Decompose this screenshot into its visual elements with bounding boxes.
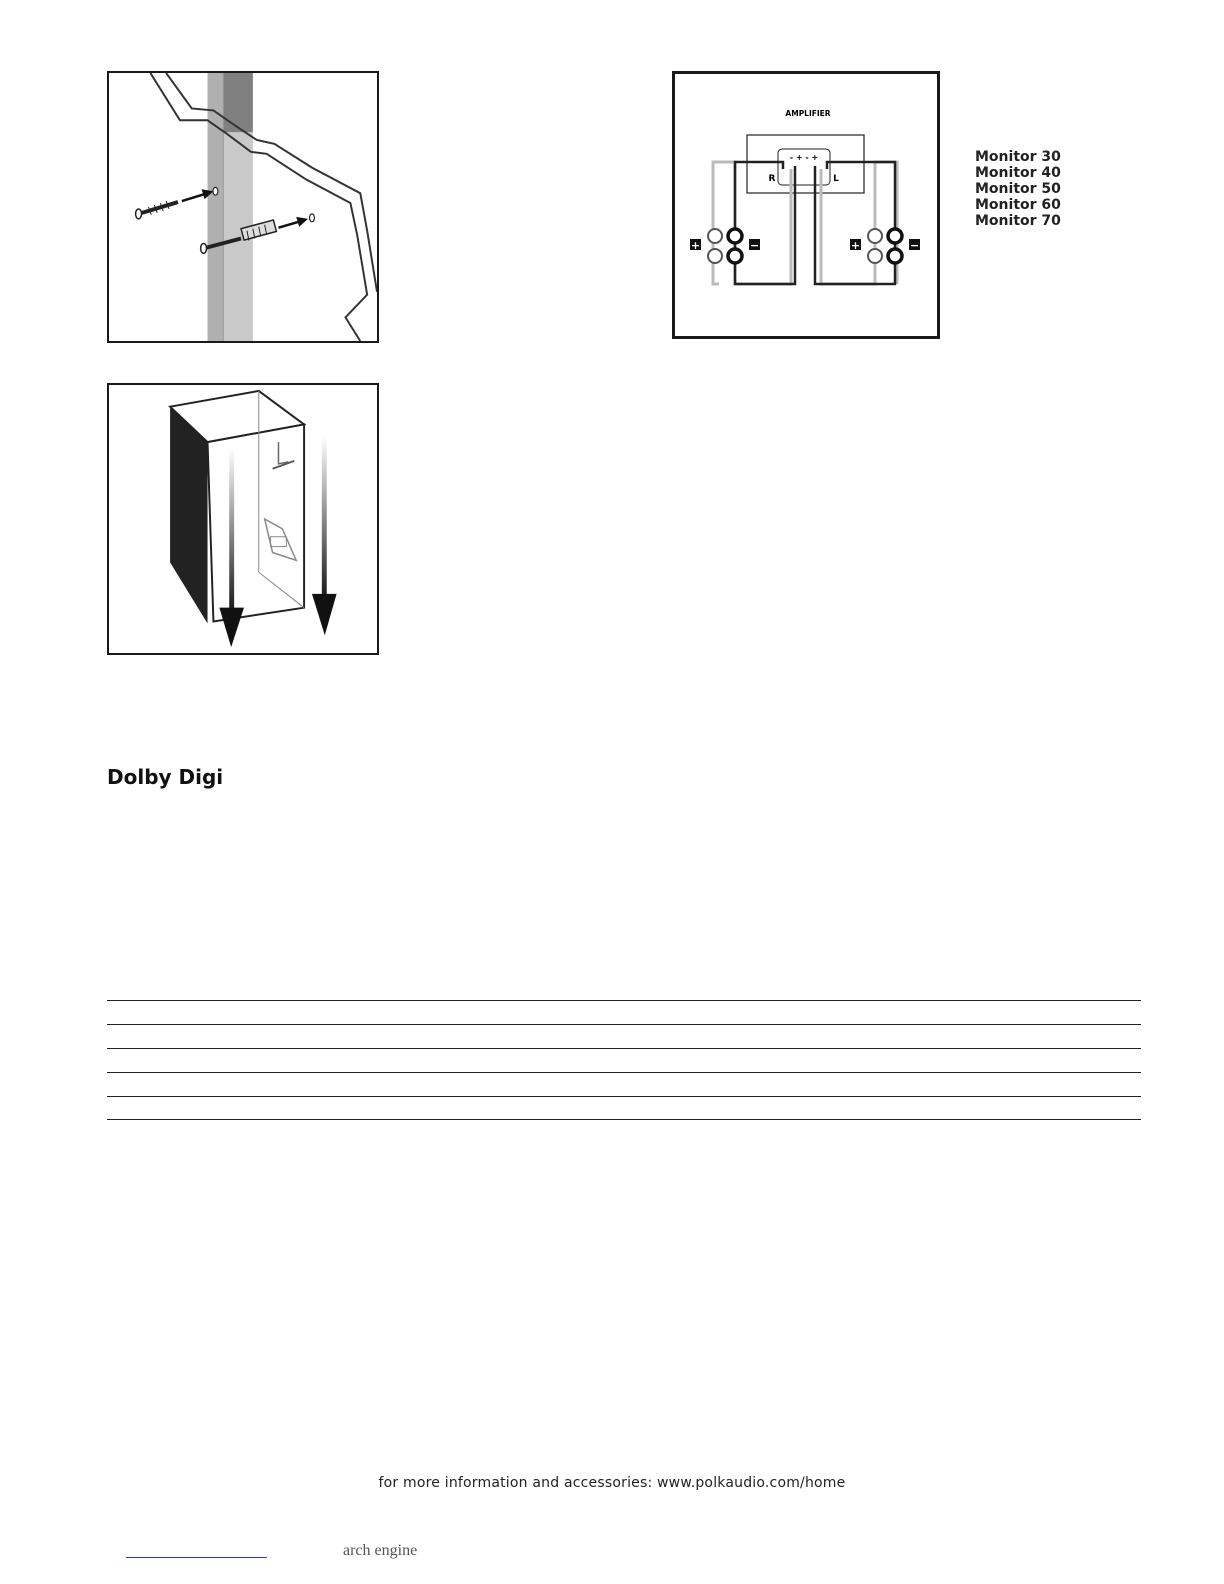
cabinet-mounting-illustration: [107, 383, 379, 655]
model-item: Monitor 70: [975, 213, 1061, 229]
model-item: Monitor 60: [975, 197, 1061, 213]
speaker-terminals-right-channel: [690, 229, 760, 263]
wiring-drawing: [675, 74, 937, 336]
section-heading: Dolby Digi: [107, 765, 224, 789]
table-rule: [107, 1000, 1141, 1001]
minus-icon: −: [749, 239, 760, 252]
footer-info-text: for more information and accessories: www.polkaudio.com/home: [378, 1475, 846, 1491]
wall-mounting-illustration: [107, 71, 379, 343]
wood-screw-icon: [136, 201, 178, 219]
table-rule: [107, 1119, 1141, 1120]
model-item: Monitor 50: [975, 181, 1061, 197]
table-rule: [107, 1096, 1141, 1097]
table-rule: [107, 1072, 1141, 1073]
wall-screw-drawing: [109, 73, 377, 341]
plus-icon: +: [690, 239, 701, 252]
terminal-markings: - + - +: [789, 153, 819, 162]
model-item: Monitor 40: [975, 165, 1061, 181]
amplifier-label: AMPLIFIER: [785, 109, 831, 118]
amplifier-wiring-diagram: [672, 71, 940, 339]
table-rule: [107, 1024, 1141, 1025]
plus-icon: +: [850, 239, 861, 252]
cabinet-drawing: [109, 385, 377, 653]
footer-fragment-text: arch engine: [343, 1542, 418, 1559]
footer-link-underline[interactable]: [126, 1557, 267, 1558]
speaker-terminals-left-channel: [850, 229, 920, 263]
channel-left-label: L: [833, 174, 839, 184]
channel-right-label: R: [768, 174, 776, 184]
down-arrow-icon: [312, 436, 337, 635]
model-list: [975, 149, 1061, 229]
table-rule: [107, 1048, 1141, 1049]
minus-icon: −: [909, 239, 920, 252]
model-item: Monitor 30: [975, 149, 1061, 165]
